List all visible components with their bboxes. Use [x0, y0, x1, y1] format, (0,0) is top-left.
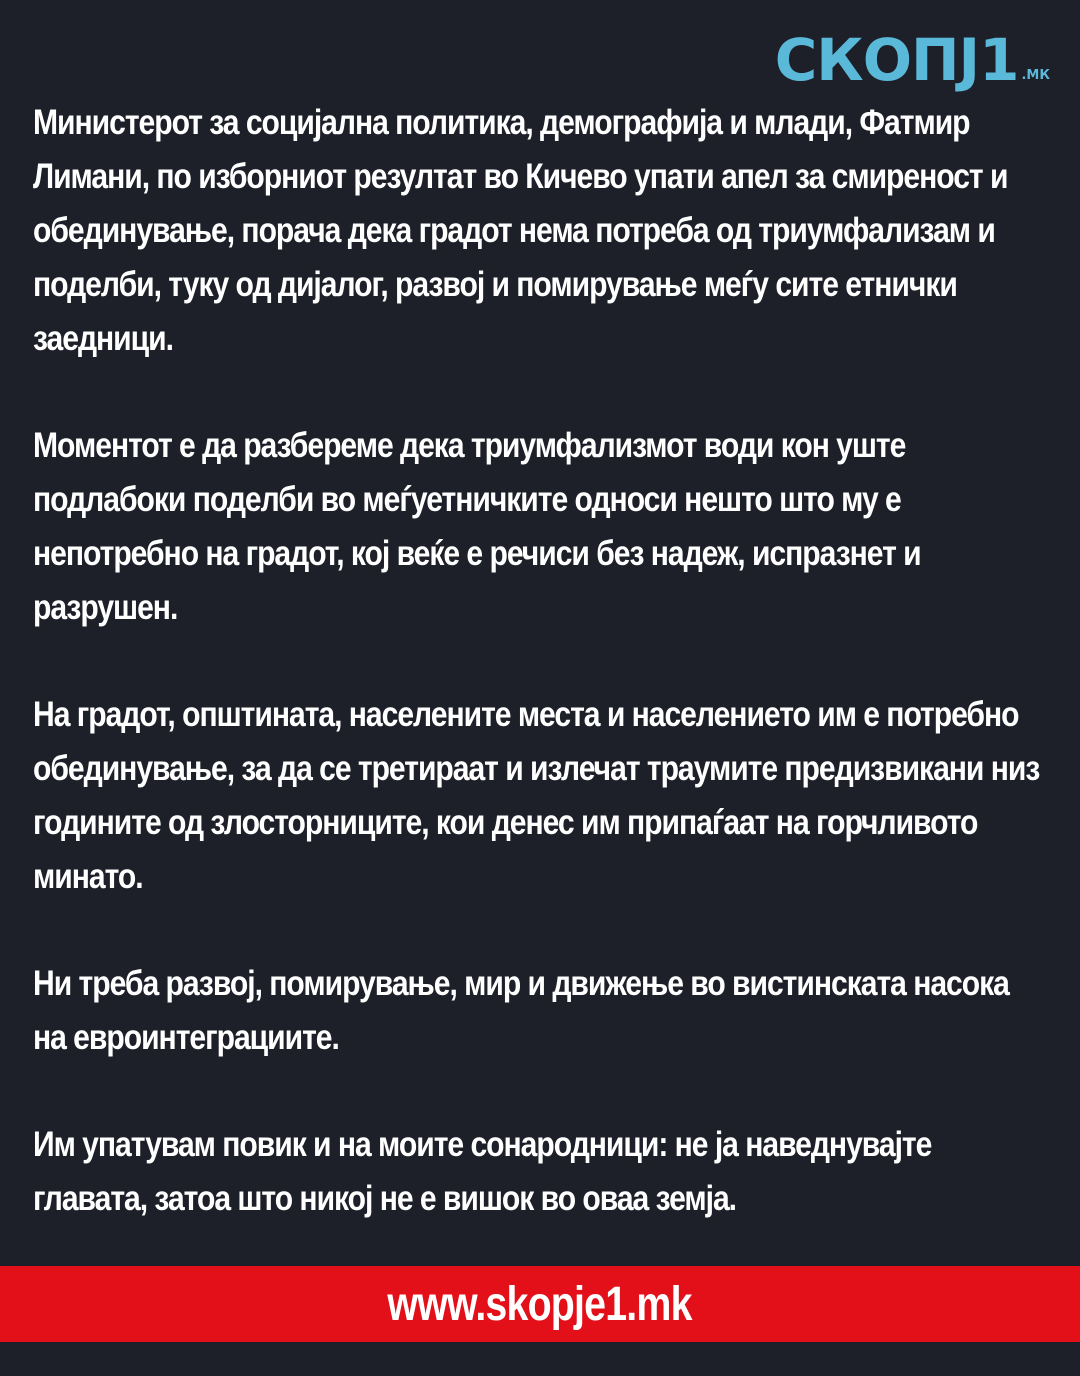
- footer-banner: [0, 1266, 1080, 1342]
- article-paragraph: Министерот за социјална политика, демографија и млади, Фатмир Лимани, по изборниот резултат во Кичево упати апел за смиреност и обединување, порача дека градот нема потреба од триумфализам и поделби, туку од дијалог, развој и помирување меѓу сите етнички заедници.: [33, 103, 1008, 358]
- article-paragraph: Моментот е да разбереме дека триумфализмот води кон уште подлабоки поделби во меѓуетничките односи нешто што му е непотребно на градот, кој веќе е речиси без надеж, испразнет и разрушен.: [33, 426, 921, 627]
- article-body: [33, 96, 1053, 1279]
- logo-wordmark: СКОПЈ1: [774, 26, 1019, 94]
- brand-logo: [774, 26, 1050, 94]
- article-paragraph: Им упатувам повик и на моите сонародници: не ја наведнувајте главата, затоа што никој не е вишок во оваа земја.: [33, 1125, 932, 1218]
- article-paragraph: На градот, општината, населените места и населението им е потребно обединување, за да се третираат и излечат траумите предизвикани низ годините од злосторниците, кои денес им припаѓаат на горчливото минато.: [33, 695, 1040, 896]
- logo-domain-suffix: .МК: [1021, 68, 1050, 83]
- footer-website-url: www.skopje1.mk: [387, 1277, 693, 1331]
- article-paragraph: Ни треба развој, помирување, мир и движење во вистинската насока на евроинтеграциите.: [33, 964, 1009, 1057]
